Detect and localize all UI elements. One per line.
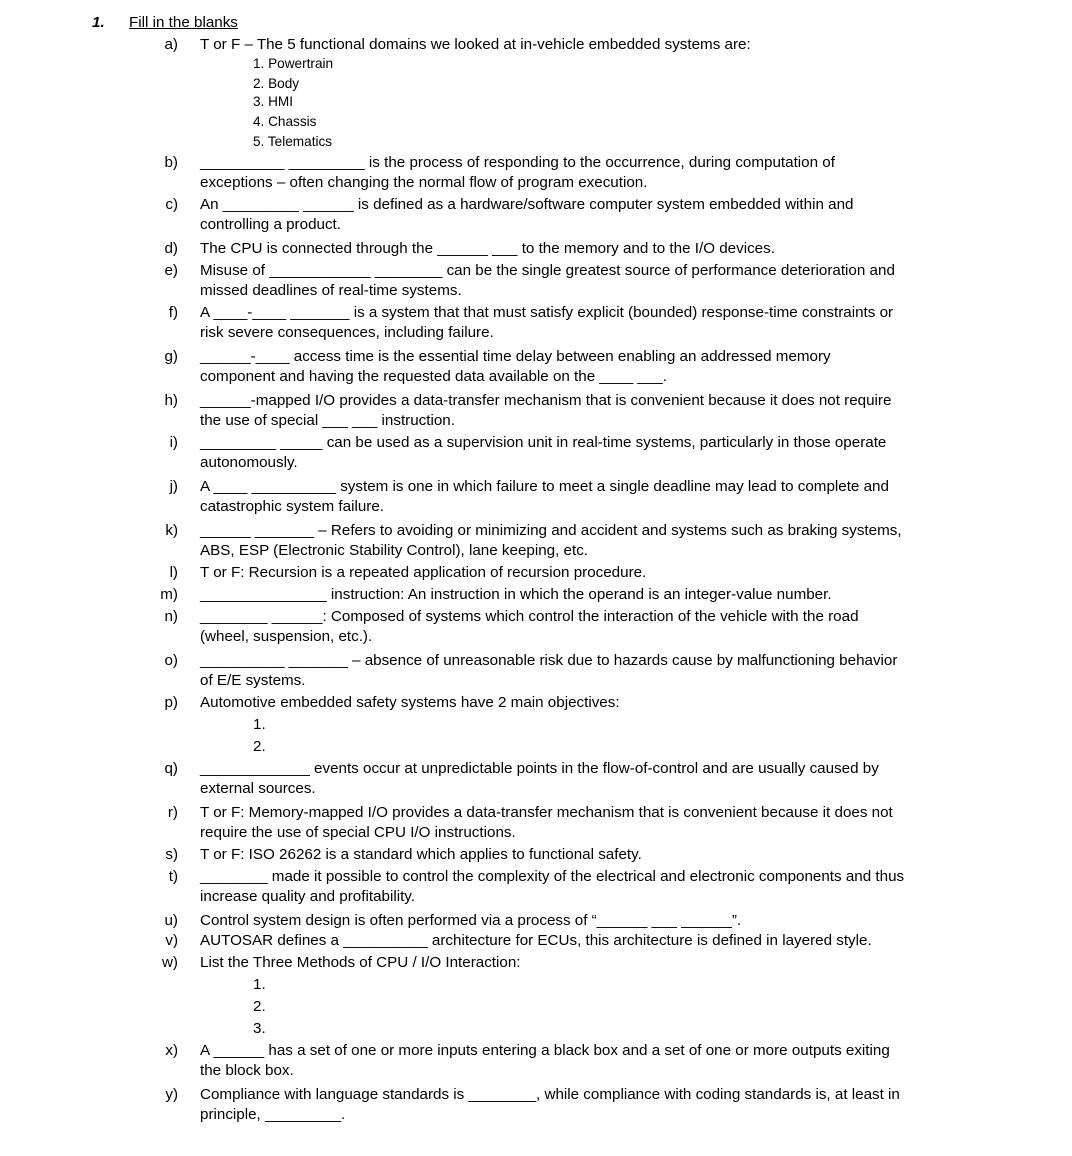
item-text: ______-mapped I/O provides a data-transfer mechanism that is convenient because it does not require the use of special ___ ___ instruction. (200, 392, 896, 429)
item-label: d) (164, 240, 178, 257)
item-text: List the Three Methods of CPU / I/O Interaction: (200, 954, 521, 971)
method-list-item: 1. (253, 976, 266, 993)
item-label: l) (169, 564, 178, 581)
item-label: g) (164, 348, 178, 365)
item-label: o) (164, 652, 178, 669)
item-label: t) (168, 868, 178, 885)
item-text: ______ _______ – Refers to avoiding or minimizing and accident and systems such as braking systems, ABS, ESP (Electronic Stability Control), lane keeping, etc. (200, 522, 905, 559)
item-text: A ____-____ _______ is a system that that must satisfy explicit (bounded) response-time constraints or risk severe consequences, including failure. (200, 304, 898, 341)
objective-list-item: 2. (253, 738, 266, 755)
item-text: Automotive embedded safety systems have 2 main objectives: (200, 694, 620, 711)
item-label: y) (165, 1086, 178, 1103)
domain-list-item: 1. Powertrain (253, 56, 334, 71)
item-text: _______________ instruction: An instruction in which the operand is an integer-value number. (200, 586, 832, 603)
item-label: p) (164, 694, 178, 711)
domain-list-item: 3. HMI (253, 94, 294, 109)
item-label: b) (164, 154, 178, 171)
item-text: An _________ ______ is defined as a hardware/software computer system embedded within and controlling a product. (200, 196, 858, 233)
item-text: _________ _____ can be used as a supervision unit in real-time systems, particularly in those operate autonomously. (200, 434, 891, 471)
item-label: v) (165, 932, 178, 949)
domain-list-item: 2. Body (253, 76, 300, 91)
item-label: s) (165, 846, 178, 863)
item-text: A ____ __________ system is one in which failure to meet a single deadline may lead to complete and catastrophic system failure. (200, 478, 894, 515)
item-text: The CPU is connected through the ______ ___ to the memory and to the I/O devices. (200, 240, 775, 257)
item-text: ______-____ access time is the essential time delay between enabling an addressed memory component and having the requested data available on the ____ ___. (200, 348, 835, 385)
item-label: k) (165, 522, 178, 539)
item-text: T or F: Memory-mapped I/O provides a data-transfer mechanism that is convenient because it does not require the use of special CPU I/O instructions. (200, 804, 898, 841)
item-text: T or F – The 5 functional domains we looked at in-vehicle embedded systems are: (200, 36, 751, 53)
item-text: Misuse of ____________ ________ can be the single greatest source of performance deterioration and missed deadlines of real-time systems. (200, 262, 900, 299)
item-text: AUTOSAR defines a __________ architecture for ECUs, this architecture is defined in layered style. (200, 932, 872, 949)
item-label: c) (165, 196, 178, 213)
item-label: u) (164, 912, 178, 929)
item-label: n) (164, 608, 178, 625)
item-label: f) (168, 304, 178, 321)
item-label: w) (161, 954, 178, 971)
item-label: e) (164, 262, 178, 279)
item-text: __________ _________ is the process of responding to the occurrence, during computation of exceptions – often changing the normal flow of program execution. (200, 154, 840, 191)
item-text: Compliance with language standards is ________, while compliance with coding standards is, at least in principle, _________. (200, 1086, 905, 1123)
item-text: T or F: Recursion is a repeated application of recursion procedure. (200, 564, 647, 581)
item-text: T or F: ISO 26262 is a standard which applies to functional safety. (200, 846, 642, 863)
question-number: 1. (92, 14, 105, 31)
item-label: x) (165, 1042, 178, 1059)
item-label: q) (164, 760, 178, 777)
item-label: a) (164, 36, 178, 53)
question-heading: Fill in the blanks (129, 14, 238, 31)
domain-list-item: 5. Telematics (253, 134, 333, 149)
method-list-item: 2. (253, 998, 266, 1015)
item-text: ________ ______: Composed of systems which control the interaction of the vehicle with the road (wheel, suspension, etc.). (200, 608, 863, 645)
item-label: i) (169, 434, 178, 451)
item-text: _____________ events occur at unpredictable points in the flow-of-control and are usually caused by external sources. (200, 760, 884, 797)
method-list-item: 3. (253, 1020, 266, 1037)
domain-list-item: 4. Chassis (253, 114, 317, 129)
objective-list-item: 1. (253, 716, 266, 733)
item-label: r) (167, 804, 178, 821)
item-label: j) (169, 478, 178, 495)
item-text: Control system design is often performed via a process of “______ ___ ______”. (200, 912, 742, 929)
item-text: A ______ has a set of one or more inputs entering a black box and a set of one or more outputs exiting the block box. (200, 1042, 895, 1079)
item-label: h) (164, 392, 178, 409)
item-text: __________ _______ – absence of unreasonable risk due to hazards cause by malfunctioning behavior of E/E systems. (200, 652, 902, 689)
item-text: ________ made it possible to control the complexity of the electrical and electronic components and thus increase quality and profitability. (200, 868, 909, 905)
item-label: m) (160, 586, 178, 603)
